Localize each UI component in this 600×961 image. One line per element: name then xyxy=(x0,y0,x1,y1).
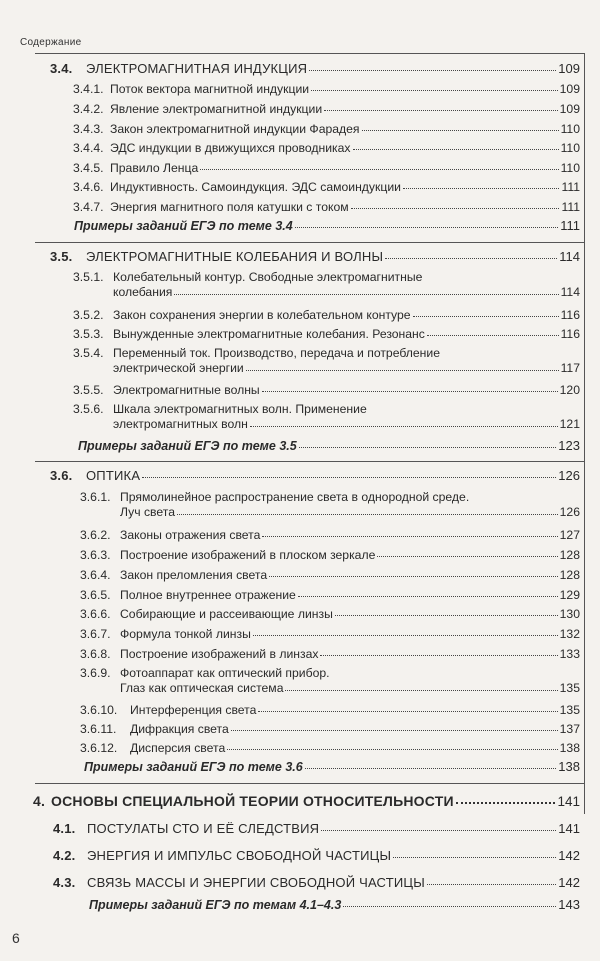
leader-dots xyxy=(250,426,558,427)
entry-title: Электромагнитные волны xyxy=(113,383,260,397)
toc-entry-3-4-6[interactable] xyxy=(73,180,580,194)
entry-number: 3.6.4. xyxy=(80,568,111,582)
entry-title: СВЯЗЬ МАССЫ И ЭНЕРГИИ СВОБОДНОЙ ЧАСТИЦЫ xyxy=(87,875,425,890)
entry-title: Правило Ленца xyxy=(110,161,199,175)
entry-title: ЭНЕРГИЯ И ИМПУЛЬС СВОБОДНОЙ ЧАСТИЦЫ xyxy=(87,848,392,863)
toc-section-3-4[interactable] xyxy=(50,62,580,76)
entry-page: 127 xyxy=(559,528,580,542)
leader-dots xyxy=(258,711,557,712)
entry-title: Энергия магнитного поля катушки с током xyxy=(110,200,349,214)
leader-dots xyxy=(427,335,559,336)
leader-dots xyxy=(362,130,559,131)
leader-dots xyxy=(246,370,559,371)
entry-title: ЭЛЕКТРОМАГНИТНЫЕ КОЛЕБАНИЯ И ВОЛНЫ xyxy=(86,249,384,264)
entry-number: 3.4.3. xyxy=(73,122,104,136)
entry-page: 128 xyxy=(559,568,580,582)
leader-dots xyxy=(269,576,558,577)
toc-entry-3-4-4[interactable] xyxy=(73,141,580,155)
entry-title: Собирающие и рассеивающие линзы xyxy=(120,607,333,621)
leader-dots xyxy=(413,316,559,317)
leader-dots xyxy=(311,90,558,91)
leader-dots xyxy=(174,294,558,295)
entry-number: 3.6.11. xyxy=(80,722,117,736)
entry-number: 3.6.5. xyxy=(80,588,111,602)
entry-page: 116 xyxy=(560,327,580,341)
entry-title-line-2: колебания xyxy=(113,285,173,299)
entry-number: 3.6.10. xyxy=(80,703,118,717)
toc-entry-3-4-3[interactable] xyxy=(73,122,580,136)
toc-entry-3-6-10[interactable] xyxy=(80,703,580,717)
entry-title: Вынужденные электромагнитные колебания. Резонанс xyxy=(113,327,425,341)
entry-number: 3.6.6. xyxy=(80,607,111,621)
entry-title-line-1: Прямолинейное распространение света в однородной среде. xyxy=(120,490,470,504)
entry-page: 138 xyxy=(558,759,580,774)
leader-dots xyxy=(320,655,557,656)
leader-dots xyxy=(343,906,556,907)
toc-entry-3-5-3[interactable] xyxy=(73,327,580,341)
entry-title: Интерференция света xyxy=(130,703,257,717)
entry-page: 114 xyxy=(560,285,580,299)
entry-number: 3.5. xyxy=(50,249,73,264)
entry-title: ПОСТУЛАТЫ СТО И ЕЁ СЛЕДСТВИЯ xyxy=(87,821,320,836)
toc-entry-3-6-6[interactable] xyxy=(80,607,580,621)
leader-dots xyxy=(456,802,556,804)
entry-title-line-2: Глаз как оптическая система xyxy=(120,681,284,695)
section-divider xyxy=(35,461,584,462)
entry-title-line-1: Переменный ток. Производство, передача и потребление xyxy=(113,346,440,360)
entry-title-line-2: электрической энергии xyxy=(113,361,244,375)
toc-entry-3-6-9[interactable] xyxy=(80,666,580,696)
toc-chapter-4[interactable] xyxy=(33,794,580,809)
entry-number: 4.2. xyxy=(53,848,76,863)
toc-entry-3-6-2[interactable] xyxy=(80,528,580,542)
leader-dots xyxy=(285,690,557,691)
leader-dots xyxy=(353,149,559,150)
entry-number: 3.5.3. xyxy=(73,327,104,341)
entry-number: 4. xyxy=(33,793,46,809)
toc-entry-3-5-1[interactable] xyxy=(73,270,580,300)
toc-entry-3-5-5[interactable] xyxy=(73,383,580,397)
entry-title: Дисперсия света xyxy=(130,741,226,755)
entry-title: ОПТИКА xyxy=(86,468,141,483)
entry-page: 111 xyxy=(560,218,580,233)
entry-number: 3.4.6. xyxy=(73,180,104,194)
leader-dots xyxy=(385,258,557,259)
entry-title-line-1: Фотоаппарат как оптический прибор. xyxy=(120,666,330,680)
entry-page: 142 xyxy=(558,848,580,863)
entry-page: 109 xyxy=(558,61,580,76)
leader-dots xyxy=(262,391,558,392)
entry-page: 142 xyxy=(558,875,580,890)
toc-entry-3-5-4[interactable] xyxy=(73,346,580,376)
toc-entry-3-4-5[interactable] xyxy=(73,161,580,175)
leader-dots xyxy=(305,768,557,769)
entry-number: 3.6.3. xyxy=(80,548,111,562)
section-divider xyxy=(35,783,584,784)
entry-title-line-1: Колебательный контур. Свободные электромагнитные xyxy=(113,270,423,284)
entry-page: 120 xyxy=(559,383,580,397)
section-divider xyxy=(35,53,584,54)
entry-title: Закон преломления света xyxy=(120,568,268,582)
entry-title: Индуктивность. Самоиндукция. ЭДС самоиндукции xyxy=(110,180,401,194)
entry-page: 110 xyxy=(560,161,580,175)
entry-title: Поток вектора магнитной индукции xyxy=(110,82,310,96)
toc-examples-4[interactable] xyxy=(89,898,580,912)
toc-entry-3-6-3[interactable] xyxy=(80,548,580,562)
entry-page: 143 xyxy=(558,897,580,912)
entry-page: 133 xyxy=(559,647,580,661)
entry-page: 137 xyxy=(559,722,580,736)
entry-number: 3.4.2. xyxy=(73,102,104,116)
leader-dots xyxy=(321,830,556,831)
toc-examples-3-6[interactable] xyxy=(84,760,580,774)
leader-dots xyxy=(295,227,559,228)
leader-dots xyxy=(324,110,558,111)
toc-entry-3-4-1[interactable] xyxy=(73,82,580,96)
toc-examples-3-5[interactable] xyxy=(78,439,580,453)
entry-title: Примеры заданий ЕГЭ по теме 3.5 xyxy=(78,439,297,453)
entry-page: 135 xyxy=(559,703,580,717)
entry-page: 141 xyxy=(557,794,580,809)
leader-dots xyxy=(335,615,558,616)
entry-number: 3.5.6. xyxy=(73,402,104,416)
toc-section-3-5[interactable] xyxy=(50,250,580,264)
leader-dots xyxy=(142,477,556,478)
entry-number: 4.3. xyxy=(53,875,76,890)
toc-entry-3-6-8[interactable] xyxy=(80,647,580,661)
entry-number: 3.5.5. xyxy=(73,383,104,397)
entry-page: 114 xyxy=(559,249,580,264)
entry-title: Закон сохранения энергии в колебательном контуре xyxy=(113,308,411,322)
entry-number: 3.4.1. xyxy=(73,82,104,96)
entry-title: Дифракция света xyxy=(130,722,229,736)
entry-number: 3.4. xyxy=(50,61,73,76)
entry-page: 126 xyxy=(558,468,580,483)
entry-title: Примеры заданий ЕГЭ по теме 3.4 xyxy=(74,219,293,233)
entry-number: 3.6.1. xyxy=(80,490,111,504)
entry-page: 110 xyxy=(560,122,580,136)
entry-page: 111 xyxy=(561,200,580,214)
toc-entry-3-6-7[interactable] xyxy=(80,627,580,641)
entry-number: 3.4.5. xyxy=(73,161,104,175)
leader-dots xyxy=(262,536,557,537)
entry-number: 3.5.1. xyxy=(73,270,104,284)
entry-page: 109 xyxy=(559,82,580,96)
leader-dots xyxy=(427,884,556,885)
entry-number: 3.6. xyxy=(50,468,73,483)
toc-entry-3-6-11[interactable] xyxy=(80,722,580,736)
page-number: 6 xyxy=(12,930,20,946)
toc-section-4-1[interactable] xyxy=(53,822,580,836)
entry-number: 4.1. xyxy=(53,821,76,836)
entry-page: 135 xyxy=(559,681,580,695)
entry-title-line-1: Шкала электромагнитных волн. Применение xyxy=(113,402,367,416)
leader-dots xyxy=(253,635,558,636)
entry-title: Примеры заданий ЕГЭ по темам 4.1–4.3 xyxy=(89,898,342,912)
entry-title: ЭДС индукции в движущихся проводниках xyxy=(110,141,351,155)
entry-title: Полное внутреннее отражение xyxy=(120,588,296,602)
entry-number: 3.6.7. xyxy=(80,627,111,641)
entry-title: Формула тонкой линзы xyxy=(120,627,251,641)
leader-dots xyxy=(177,514,558,515)
toc-entry-3-6-1[interactable] xyxy=(80,490,580,520)
toc-section-4-3[interactable] xyxy=(53,876,580,890)
leader-dots xyxy=(298,596,558,597)
entry-page: 126 xyxy=(559,505,580,519)
entry-page: 123 xyxy=(558,438,580,453)
entry-number: 3.5.4. xyxy=(73,346,104,360)
leader-dots xyxy=(377,556,557,557)
entry-number: 3.4.4. xyxy=(73,141,104,155)
entry-number: 3.6.9. xyxy=(80,666,111,680)
leader-dots xyxy=(227,749,557,750)
leader-dots xyxy=(231,730,558,731)
leader-dots xyxy=(393,857,556,858)
entry-title: Закон электромагнитной индукции Фарадея xyxy=(110,122,360,136)
entry-page: 132 xyxy=(559,627,580,641)
entry-page: 109 xyxy=(559,102,580,116)
entry-number: 3.6.8. xyxy=(80,647,111,661)
section-divider xyxy=(35,242,584,243)
entry-number: 3.6.12. xyxy=(80,741,118,755)
toc-entry-3-6-4[interactable] xyxy=(80,568,580,582)
leader-dots xyxy=(299,447,557,448)
toc-entry-3-6-12[interactable] xyxy=(80,741,580,755)
entry-page: 116 xyxy=(560,308,580,322)
entry-page: 129 xyxy=(559,588,580,602)
entry-page: 128 xyxy=(559,548,580,562)
leader-dots xyxy=(351,208,560,209)
entry-page: 141 xyxy=(558,821,580,836)
toc-entry-3-4-2[interactable] xyxy=(73,102,580,116)
entry-page: 111 xyxy=(561,180,580,194)
entry-title-line-2: электромагнитных волн xyxy=(113,417,248,431)
toc-entry-3-5-6[interactable] xyxy=(73,402,580,432)
entry-title: Построение изображений в плоском зеркале xyxy=(120,548,376,562)
entry-title: ОСНОВЫ СПЕЦИАЛЬНОЙ ТЕОРИИ ОТНОСИТЕЛЬНОСТИ xyxy=(51,793,454,809)
entry-page: 117 xyxy=(560,361,580,375)
entry-number: 3.5.2. xyxy=(73,308,104,322)
toc-section-3-6[interactable] xyxy=(50,469,580,483)
leader-dots xyxy=(309,70,556,71)
entry-page: 110 xyxy=(560,141,580,155)
entry-title: Примеры заданий ЕГЭ по теме 3.6 xyxy=(84,760,303,774)
entry-page: 121 xyxy=(559,417,580,431)
toc-entry-3-5-2[interactable] xyxy=(73,308,580,322)
leader-dots xyxy=(403,188,560,189)
toc-examples-3-4[interactable] xyxy=(74,219,580,233)
leader-dots xyxy=(200,169,558,170)
entry-title: Построение изображений в линзах xyxy=(120,647,319,661)
entry-title: ЭЛЕКТРОМАГНИТНАЯ ИНДУКЦИЯ xyxy=(86,61,308,76)
toc-section-4-2[interactable] xyxy=(53,849,580,863)
running-head: Содержание xyxy=(20,37,82,48)
entry-page: 130 xyxy=(559,607,580,621)
entry-page: 138 xyxy=(559,741,580,755)
toc-entry-3-4-7[interactable] xyxy=(73,200,580,214)
entry-title: Явление электромагнитной индукции xyxy=(110,102,323,116)
entry-number: 3.4.7. xyxy=(73,200,104,214)
entry-number: 3.6.2. xyxy=(80,528,111,542)
entry-title-line-2: Луч света xyxy=(120,505,175,519)
toc-entry-3-6-5[interactable] xyxy=(80,588,580,602)
entry-title: Законы отражения света xyxy=(120,528,261,542)
